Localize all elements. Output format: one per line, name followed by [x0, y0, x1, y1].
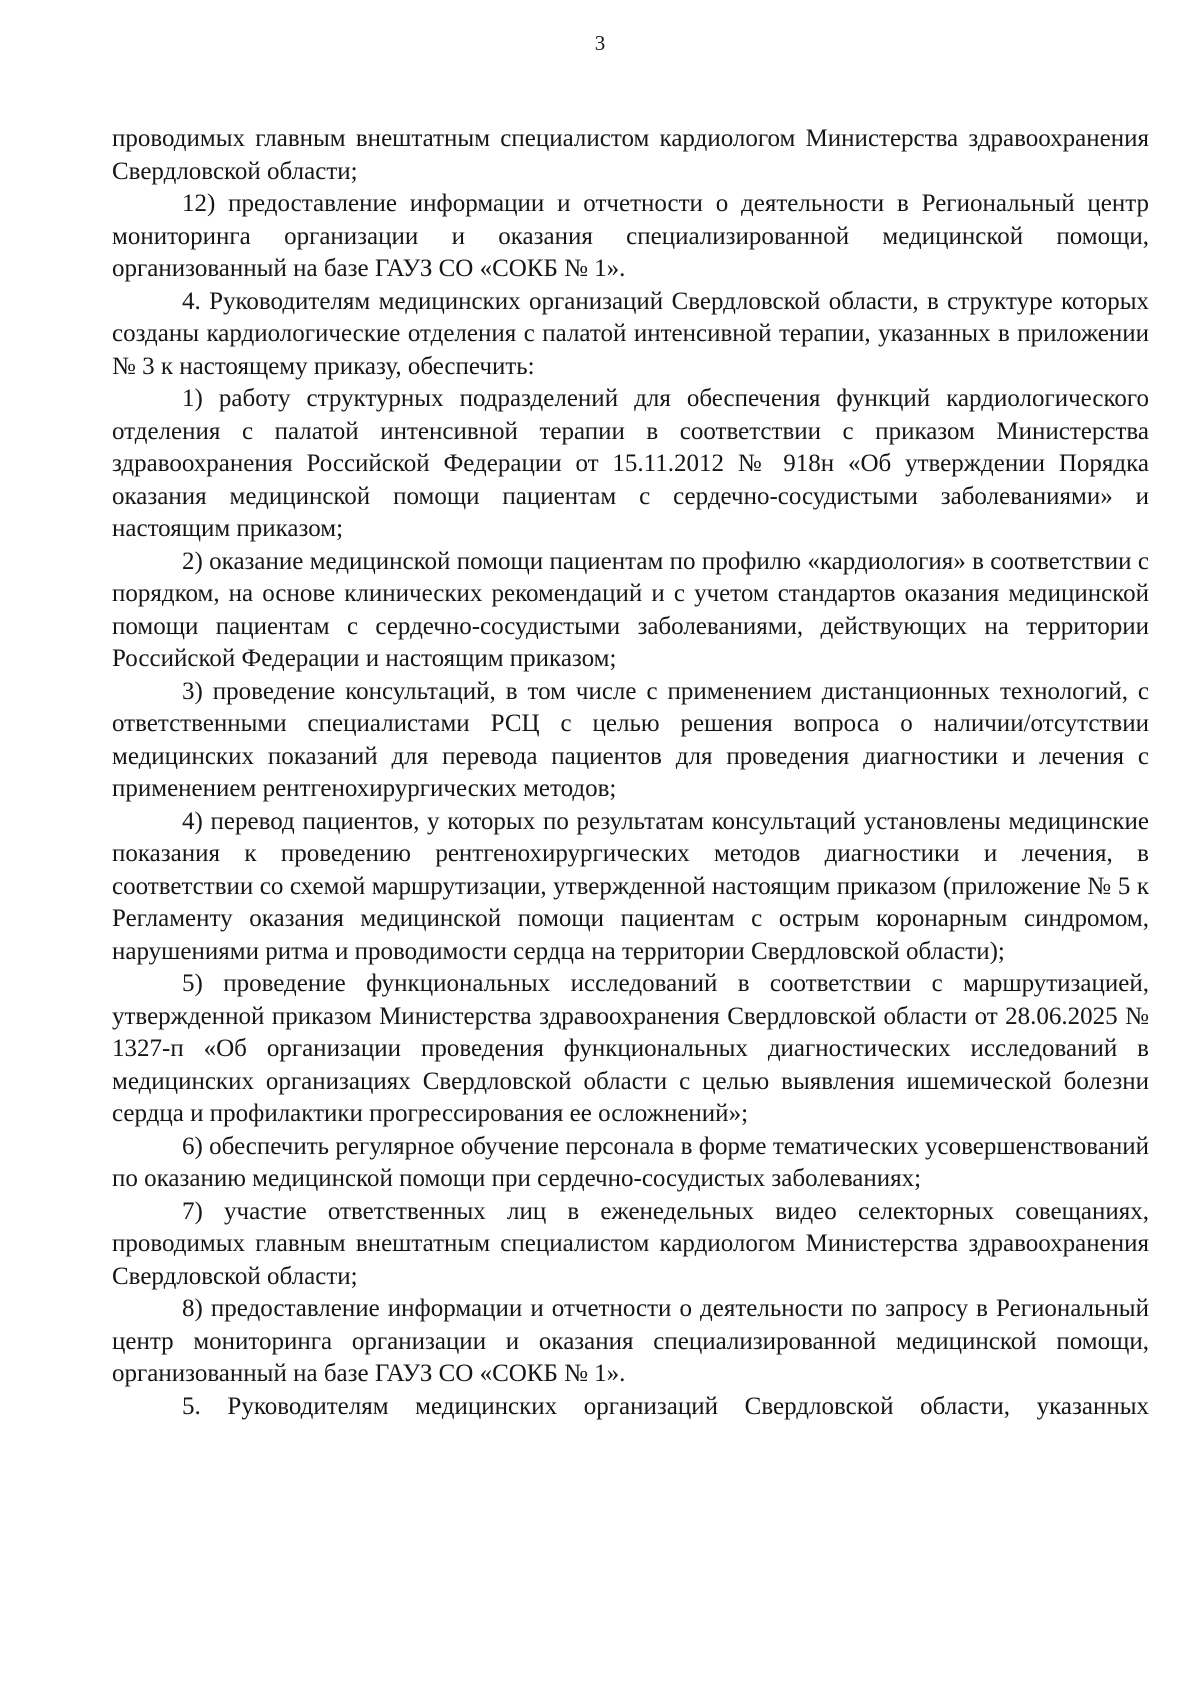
paragraph-item-5: 5) проведение функциональных исследований в соответствии с маршрутизацией, утвержденной приказом Министерства здравоохранения Свердловской области от 28.06.2025 № 1327-п «Об организации проведения функциональных диагностических исследований в медицинских организациях Свердловской области с целью выявления ишемической болезни сердца и профилактики прогрессирования ее осложнений»;: [112, 970, 1149, 1127]
page-number: 3: [594, 31, 606, 55]
document-body: [112, 123, 1149, 1423]
paragraph-item-7: 7) участие ответственных лиц в еженедельных видео селекторных совещаниях, проводимых главным внештатным специалистом кардиологом Министерства здравоохранения Свердловской области;: [112, 1197, 1149, 1290]
paragraph-section-5: 5. Руководителям медицинских организаций Свердловской области, указанных: [182, 1392, 1149, 1420]
paragraph-section-4: 4. Руководителям медицинских организаций Свердловской области, в структуре которых созданы кардиологические отделения с палатой интенсивной терапии, указанных в приложении № 3 к настоящему приказу, обеспечить:: [112, 287, 1149, 380]
paragraph-item-12: 12) предоставление информации и отчетности о деятельности в Региональный центр мониторинга организации и оказания специализированной медицинской помощи, организованный на базе ГАУЗ СО «СОКБ № 1».: [112, 190, 1149, 282]
paragraph-item-4: 4) перевод пациентов, у которых по результатам консультаций установлены медицинские показания к проведению рентгенохирургических методов диагностики и лечения, в соответствии со схемой маршрутизации, утвержденной настоящим приказом (приложение № 5 к Регламенту оказания медицинской помощи пациентам с острым коронарным синдромом, нарушениями ритма и проводимости сердца на территории Свердловской области);: [112, 807, 1149, 965]
paragraph-item-2: 2) оказание медицинской помощи пациентам по профилю «кардиология» в соответствии с порядком, на основе клинических рекомендаций и с учетом стандартов оказания медицинской помощи пациентам с сердечно-сосудистыми заболеваниями, действующих на территории Российской Федерации и настоящим приказом;: [112, 547, 1149, 672]
paragraph-item-8: 8) предоставление информации и отчетности о деятельности по запросу в Региональный центр мониторинга организации и оказания специализированной медицинской помощи, организованный на базе ГАУЗ СО «СОКБ № 1».: [112, 1295, 1149, 1387]
paragraph-continuation: проводимых главным внештатным специалистом кардиологом Министерства здравоохранения Свердловской области;: [112, 125, 1149, 185]
paragraph-item-3: 3) проведение консультаций, в том числе с применением дистанционных технологий, с ответственными специалистами РСЦ с целью решения вопроса о наличии/отсутствии медицинских показаний для перевода пациентов для проведения диагностики и лечения с применением рентгенохирургических методов;: [112, 677, 1149, 802]
paragraph-item-1: 1) работу структурных подразделений для обеспечения функций кардиологического отделения с палатой интенсивной терапии в соответствии с приказом Министерства здравоохранения Российской Федерации от 15.11.2012 № 918н «Об утверждении Порядка оказания медицинской помощи пациентам с сердечно-сосудистыми заболеваниями» и настоящим приказом;: [112, 385, 1149, 542]
paragraph-item-6: 6) обеспечить регулярное обучение персонала в форме тематических усовершенствований по оказанию медицинской помощи при сердечно-сосудистых заболеваниях;: [112, 1132, 1149, 1192]
